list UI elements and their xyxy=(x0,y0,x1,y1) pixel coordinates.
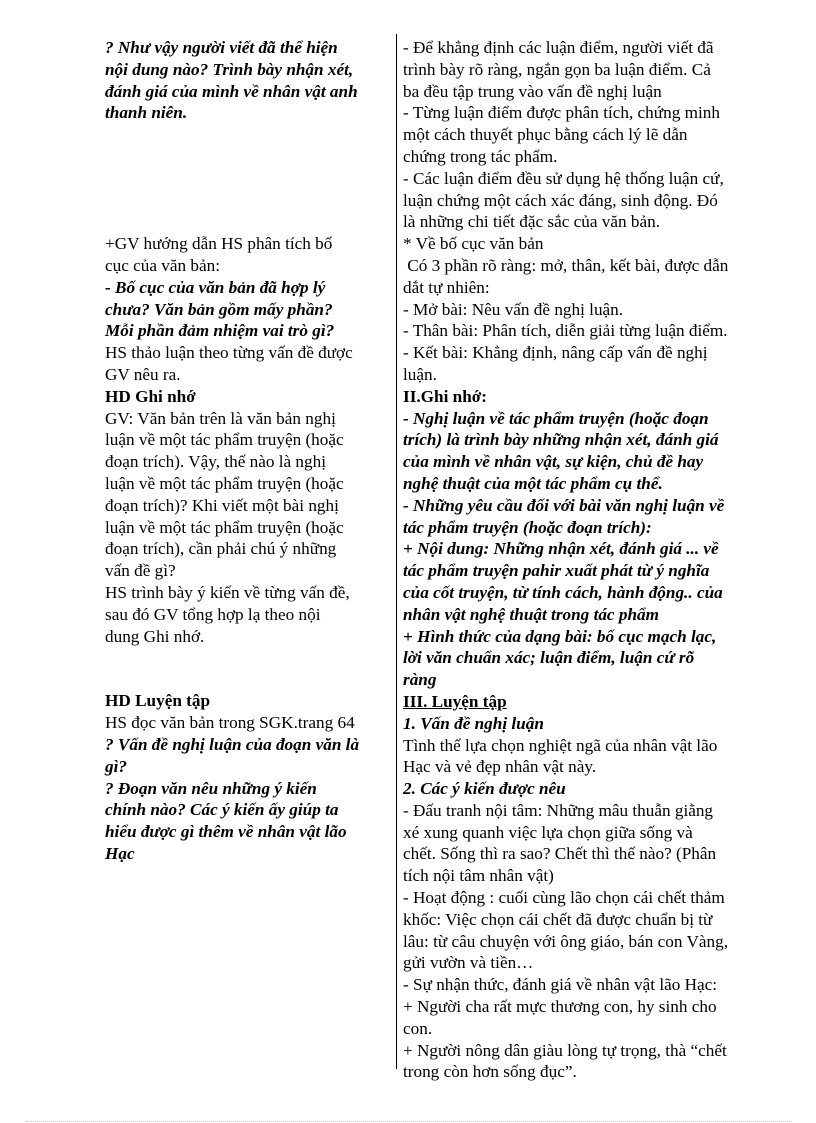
text-line: GV: Văn bản trên là văn bản nghị xyxy=(105,408,336,428)
text-line: - Để khẳng định các luận điểm, người viết đã xyxy=(403,38,714,57)
text-line: Có 3 phần rõ ràng: mở, thân, kết bài, được dẫn xyxy=(403,255,729,275)
text-line: của mình về nhân vật, sự kiện, chủ đề hay xyxy=(403,452,704,472)
opinions-text-block xyxy=(403,800,771,1083)
text-line: - Kết bài: Khẳng định, nâng cấp vấn đề nghị xyxy=(403,343,708,363)
text-line: luận. xyxy=(403,364,437,384)
text-line: Tình thế lựa chọn nghiệt ngã của nhân vật lão xyxy=(403,735,718,755)
text-line: tác phẩm truyện (hoặc đoạn trích): xyxy=(403,517,652,537)
analysis-block xyxy=(403,37,771,233)
text-line: luận về một tác phẩm truyện (hoặc xyxy=(105,473,344,493)
text-line: HS đọc văn bản trong SGK.trang 64 xyxy=(105,713,355,733)
text-line: luận chứng một cách xác đáng, sinh động. Đó xyxy=(403,190,718,210)
text-line: trích) là trình bày những nhận xét, đánh giá xyxy=(403,430,719,450)
text-line: HS thảo luận theo từng vấn đề được xyxy=(105,343,353,363)
text-line: - Đấu tranh nội tâm: Những mâu thuẫn giằng xyxy=(403,800,714,820)
text-line: hiểu được gì thêm về nhân vật lão xyxy=(105,822,347,842)
text-line: Hạc và vẻ đẹp nhân vật này. xyxy=(403,757,597,777)
text-line: - Từng luận điểm được phân tích, chứng minh xyxy=(403,103,720,123)
text-line: một cách thuyết phục bằng cách lý lẽ dẫn xyxy=(403,125,688,145)
text-line: luận về một tác phẩm truyện (hoặc xyxy=(105,430,344,450)
text-line: con. xyxy=(403,1018,433,1038)
text-line: chết. Sống thì ra sao? Chết thì thế nào? (Phân xyxy=(403,844,717,864)
text-line: gì? xyxy=(105,756,127,776)
question-structure-block xyxy=(105,277,390,342)
text-line: - Những yêu cầu đối với bài văn nghị luận về xyxy=(403,495,725,515)
text-line: lâu: từ câu chuyện với ông giáo, bán con Vàng, xyxy=(403,931,728,951)
text-line: chính nào? Các ý kiến ấy giúp ta xyxy=(105,800,339,820)
text-line: + Hình thức của dạng bài: bố cục mạch lạc, xyxy=(403,626,717,646)
text-line: gửi vườn và tiền… xyxy=(403,953,534,973)
spacer xyxy=(105,124,390,233)
text-line: cục của văn bản: xyxy=(105,255,221,275)
spacer xyxy=(105,647,390,690)
text-line: của cốt truyện, từ tính cách, hành động.. của xyxy=(403,582,723,602)
text-line: đoạn trích), cần phải chú ý những xyxy=(105,539,337,559)
text-line: đoạn trích). Vậy, thế nào là nghị xyxy=(105,452,326,472)
subheading-opinions: 2. Các ý kiến được nêu xyxy=(403,779,566,799)
section-heading-luyentap: III. Luyện tập xyxy=(403,691,507,711)
text-line: sau đó GV tổng hợp lạ theo nội xyxy=(105,604,321,624)
text-line: xé xung quanh việc lựa chọn giữa sống và xyxy=(403,822,693,842)
text-line: - Nghị luận về tác phẩm truyện (hoặc đoạn xyxy=(403,408,709,428)
gv-text-block xyxy=(105,408,390,648)
text-line: tích nội tâm nhân vật) xyxy=(403,866,554,886)
text-line: vấn đề gì? xyxy=(105,561,176,581)
text-line: chứng trong tác phẩm. xyxy=(403,146,558,166)
text-line: khốc: Việc chọn cái chết đã được chuẩn bị từ xyxy=(403,909,713,929)
subheading-issue: 1. Vấn đề nghị luận xyxy=(403,713,544,733)
text-line: - Hoạt động : cuối cùng lão chọn cái chết thảm xyxy=(403,888,725,908)
gv-guide-block xyxy=(105,233,390,277)
text-line: GV nêu ra. xyxy=(105,364,181,384)
text-line: Mỗi phần đảm nhiệm vai trò gì? xyxy=(105,321,335,341)
ghinho-block xyxy=(403,408,771,691)
text-line: trình bày rõ ràng, ngắn gọn ba luận điểm. Cả xyxy=(403,59,711,79)
text-line: nội dung nào? Trình bày nhận xét, xyxy=(105,59,354,79)
text-line: - Thân bài: Phân tích, diễn giải từng luận điểm. xyxy=(403,321,728,341)
issue-text-block xyxy=(403,735,771,779)
question-content-block xyxy=(105,37,390,124)
text-line: +GV hướng dẫn HS phân tích bố xyxy=(105,234,333,254)
text-line: dung Ghi nhớ. xyxy=(105,626,205,646)
text-line: ràng xyxy=(403,670,437,690)
column-divider xyxy=(396,34,397,1069)
structure-block xyxy=(403,233,771,386)
text-line: - Sự nhận thức, đánh giá về nhân vật lão Hạc: xyxy=(403,975,718,995)
hs-discuss-block xyxy=(105,342,390,386)
page-bottom-border xyxy=(26,1121,792,1122)
text-line: ? Vấn đề nghị luận của đoạn văn là xyxy=(105,734,360,754)
text-line: lời văn chuẩn xác; luận điểm, luận cứ rõ xyxy=(403,648,695,668)
text-line: ba đều tập trung vào vấn đề nghị luận xyxy=(403,81,662,101)
text-line: - Các luận điểm đều sử dụng hệ thống luận cứ, xyxy=(403,168,724,188)
text-line: - Bố cục của văn bản đã hợp lý xyxy=(105,277,326,297)
text-line: - Mở bài: Nêu vấn đề nghị luận. xyxy=(403,299,624,319)
question-practice-block xyxy=(105,734,390,865)
text-line: luận về một tác phẩm truyện (hoặc xyxy=(105,517,344,537)
text-line: * Về bố cục văn bản xyxy=(403,234,544,254)
text-line: Hạc xyxy=(105,843,135,863)
text-line: thanh niên. xyxy=(105,103,188,123)
text-line: đánh giá của mình về nhân vật anh xyxy=(105,81,358,101)
section-heading-ghinho: II.Ghi nhớ: xyxy=(403,386,488,406)
section-heading-ghinho: HD Ghi nhớ xyxy=(105,386,196,406)
text-line: HS trình bày ý kiến về từng vấn đề, xyxy=(105,582,350,602)
text-line: nhân vật nghệ thuật trong tác phẩm xyxy=(403,604,659,624)
text-line: + Nội dung: Những nhận xét, đánh giá ... về xyxy=(403,539,719,559)
text-line: + Người nông dân giàu lòng tự trọng, thà “chết xyxy=(403,1040,727,1060)
text-line: ? Như vậy người viết đã thể hiện xyxy=(105,38,338,57)
text-line: ? Đoạn văn nêu những ý kiến xyxy=(105,778,317,798)
text-line: đoạn trích)? Khi viết một bài nghị xyxy=(105,495,339,515)
text-line: nghệ thuật của một tác phẩm cụ thể. xyxy=(403,473,663,493)
text-line: dắt tự nhiên: xyxy=(403,277,490,297)
text-line: tác phẩm truyện pahir xuất phát từ ý nghĩa xyxy=(403,561,710,581)
section-heading-luyentap: HD Luyện tập xyxy=(105,691,211,711)
left-column xyxy=(105,37,390,865)
text-line: trong còn hơn sống đục”. xyxy=(403,1062,577,1082)
text-line: là những chi tiết đặc sắc của văn bản. xyxy=(403,212,660,232)
right-column xyxy=(403,37,771,1083)
text-line: chưa? Văn bản gồm mấy phần? xyxy=(105,299,333,319)
text-line: + Người cha rất mực thương con, hy sinh cho xyxy=(403,997,717,1017)
